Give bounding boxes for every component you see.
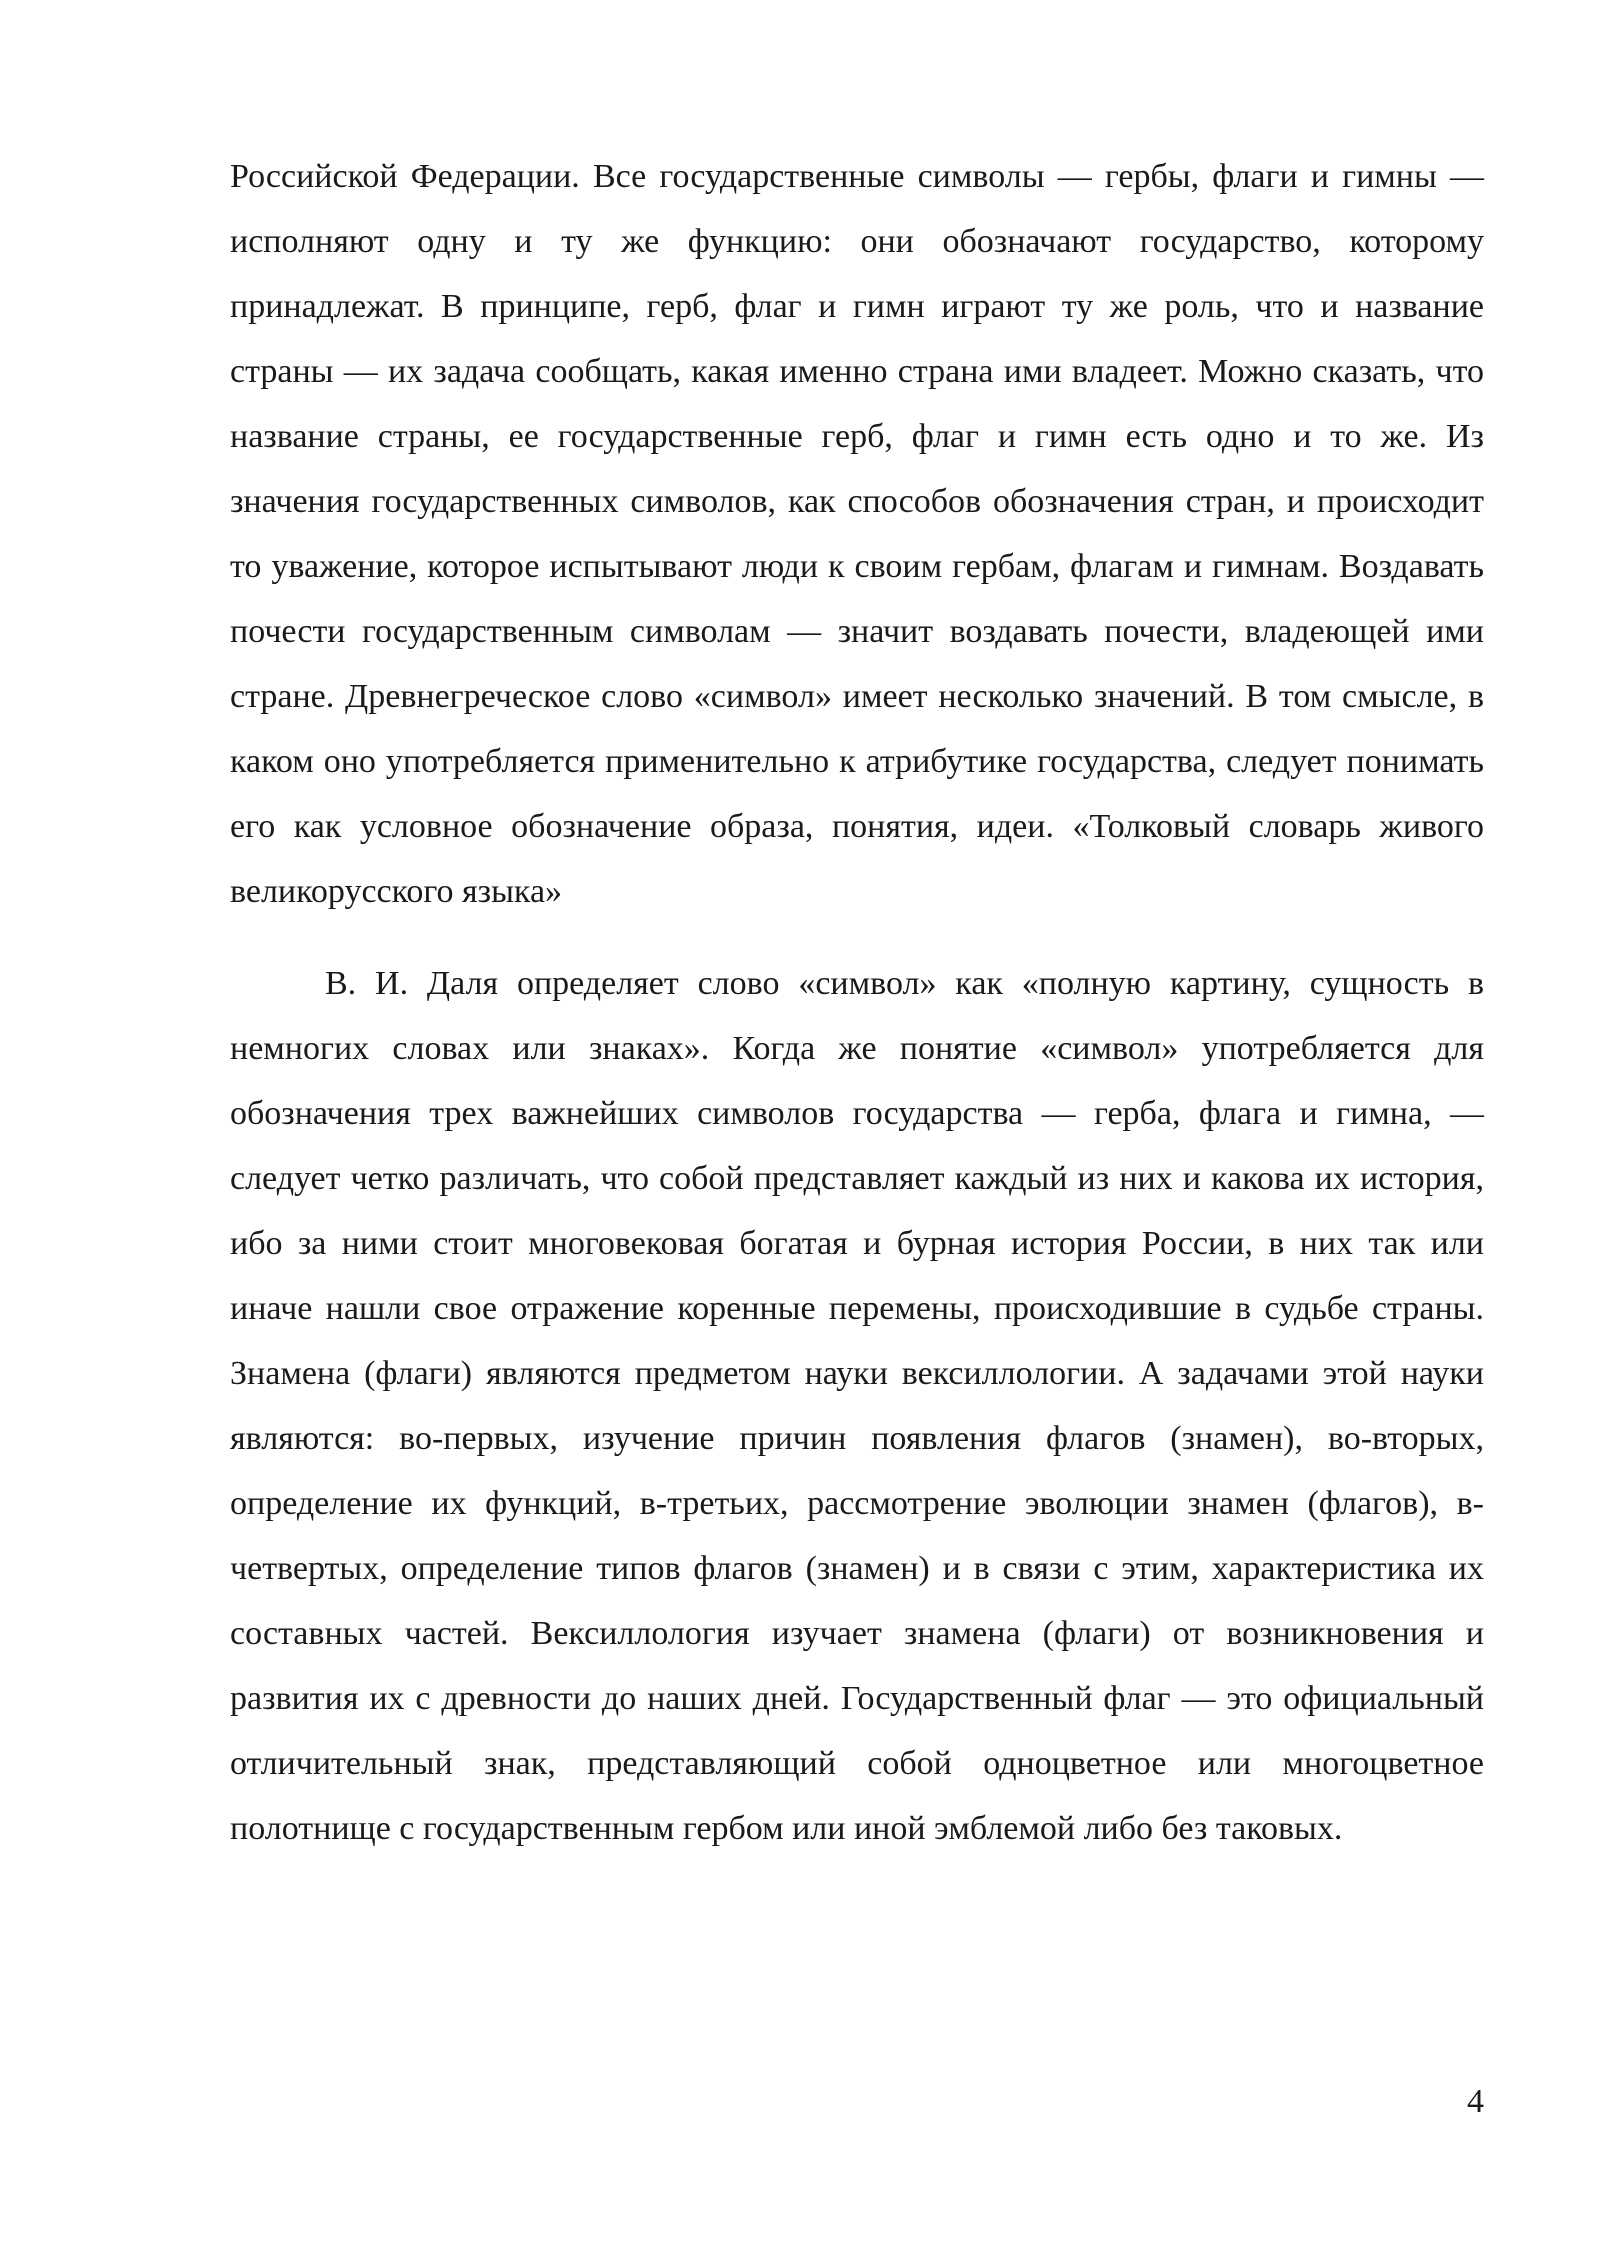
paragraph-1: Российской Федерации. Все государственные символы — гербы, флаги и гимны — исполняют одну и ту же функцию: они обозначают государство, которому принадлежат. В принципе, герб, флаг и гимн играют ту же роль, что и название страны — их задача сообщать, какая именно страна ими владеет. Можно сказать, что название страны, ее государственные герб, флаг и гимн есть одно и то же. Из значения государственных символов, как способов обозначения стран, и происходит то уважение, которое испытывают люди к своим гербам, флагам и гимнам. Воздавать почести государственным символам — значит воздавать почести, владеющей ими стране. Древнегреческое слово «символ» имеет несколько значений. В том смысле, в каком оно употребляется применительно к атрибутике государства, следует понимать его как условное обозначение образа, понятия, идеи. «Толковый словарь живого великорусского языка» xyxy=(230,158,1484,910)
page-number: 4 xyxy=(1467,2083,1484,2120)
paragraph-2: В. И. Даля определяет слово «символ» как «полную картину, сущность в немногих словах или знаках». Когда же понятие «символ» употребляется для обозначения трех важнейших символов государства — герба, флага и гимна, — следует четко различать, что собой представляет каждый из них и какова их история, ибо за ними стоит многовековая богатая и бурная история России, в них так или иначе нашли свое отражение коренные перемены, происходившие в судьбе страны. Знамена (флаги) являются предметом науки вексиллологии. А задачами этой науки являются: во-первых, изучение причин появления флагов (знамен), во-вторых, определение их функций, в-третьих, рассмотрение эволюции знамен (флагов), в-четвертых, определение типов флагов (знамен) и в связи с этим, характеристика их составных частей. Вексиллология изучает знамена (флаги) от возникновения и развития их с древности до наших дней. Государственный флаг — это официальный отличительный знак, представляющий собой одноцветное или многоцветное полотнище с государственным гербом или иной эмблемой либо без таковых. xyxy=(230,965,1484,1847)
body-text xyxy=(230,144,1484,1861)
